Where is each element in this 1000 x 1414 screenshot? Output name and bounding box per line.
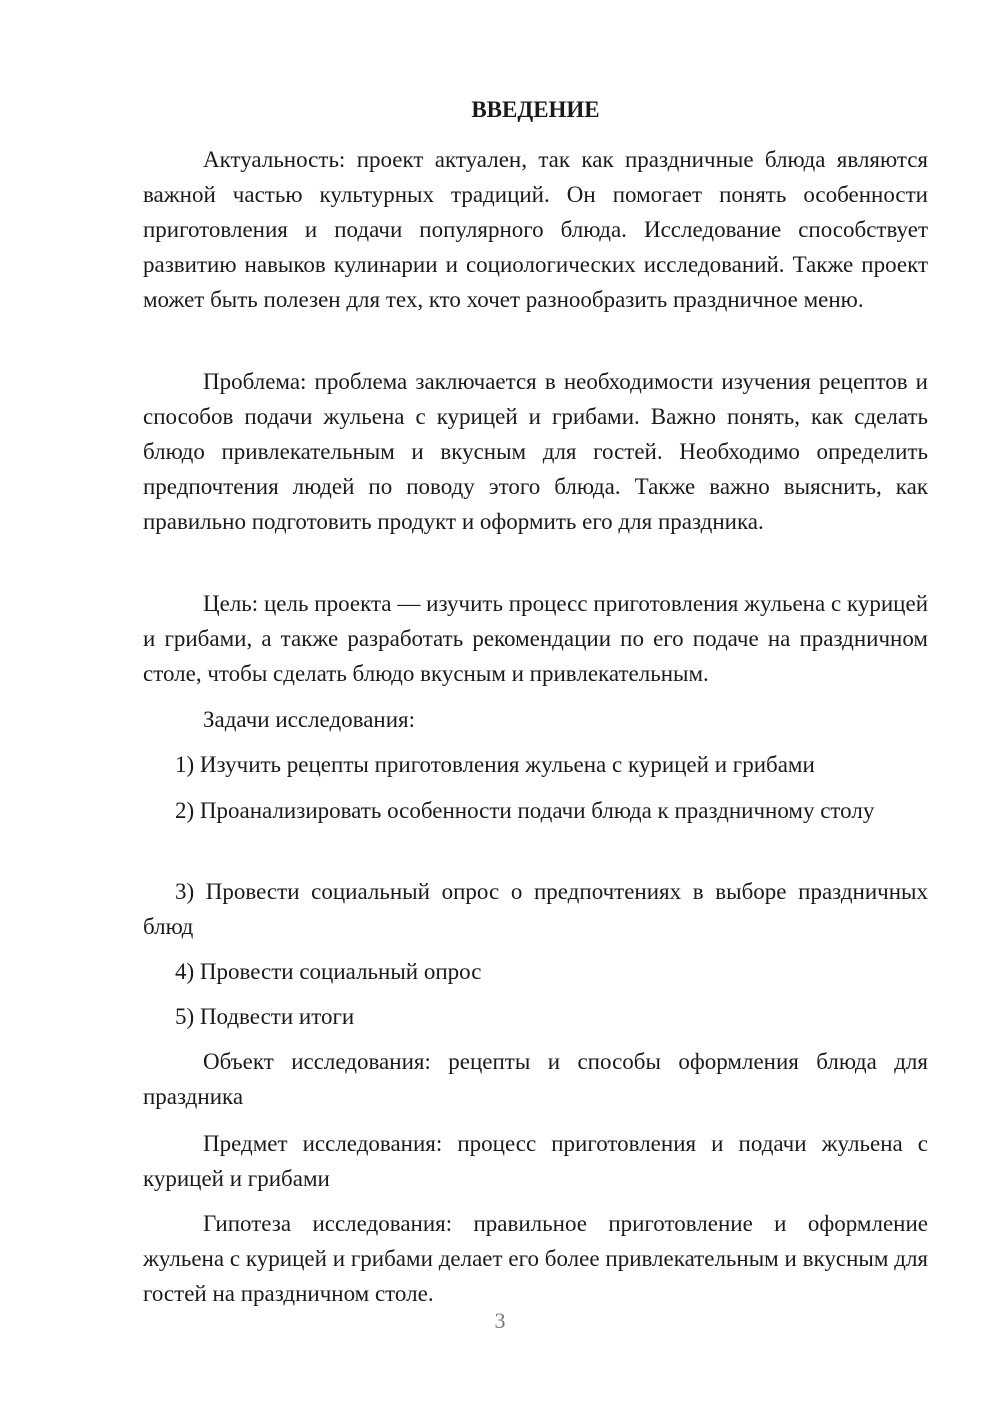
relevance-paragraph: Актуальность: проект актуален, так как праздничные блюда являются важной частью культурных традиций. Он помогает понять особенности приготовления и подачи популярного блюда. Исследование способствует развитию навыков кулинарии и социологических исследований. Также проект может быть полезен для тех, кто хочет разнообразить праздничное меню. xyxy=(143,147,928,312)
goal-paragraph: Цель: цель проекта — изучить процесс приготовления жульена с курицей и грибами, а также разработать рекомендации по его подаче на праздничном столе, чтобы сделать блюдо вкусным и привлекательным. xyxy=(143,591,928,686)
page-title: ВВЕДЕНИЕ xyxy=(471,97,600,122)
object-paragraph: Объект исследования: рецепты и способы оформления блюда для праздника xyxy=(143,1049,928,1109)
tasks-heading: Задачи исследования: xyxy=(203,707,416,732)
subject-paragraph: Предмет исследования: процесс приготовления и подачи жульена с курицей и грибами xyxy=(143,1131,928,1191)
task-item: 3) Провести социальный опрос о предпочтениях в выборе праздничных блюд xyxy=(143,879,928,939)
hypothesis-paragraph: Гипотеза исследования: правильное приготовление и оформление жульена с курицей и грибами делает его более привлекательным и вкусным для гостей на праздничном столе. xyxy=(143,1211,928,1306)
task-item: 1) Изучить рецепты приготовления жульена с курицей и грибами xyxy=(175,752,815,777)
problem-paragraph: Проблема: проблема заключается в необходимости изучения рецептов и способов подачи жульена с курицей и грибами. Важно понять, как сделать блюдо привлекательным и вкусным для гостей. Необходимо определить предпочтения людей по поводу этого блюда. Также важно выяснить, как правильно подготовить продукт и оформить его для праздника. xyxy=(143,369,928,534)
task-item: 5) Подвести итоги xyxy=(175,1004,355,1029)
task-item: 4) Провести социальный опрос xyxy=(175,959,482,984)
page-number: 3 xyxy=(494,1308,506,1333)
task-item: 2) Проанализировать особенности подачи блюда к праздничному столу xyxy=(175,798,875,823)
